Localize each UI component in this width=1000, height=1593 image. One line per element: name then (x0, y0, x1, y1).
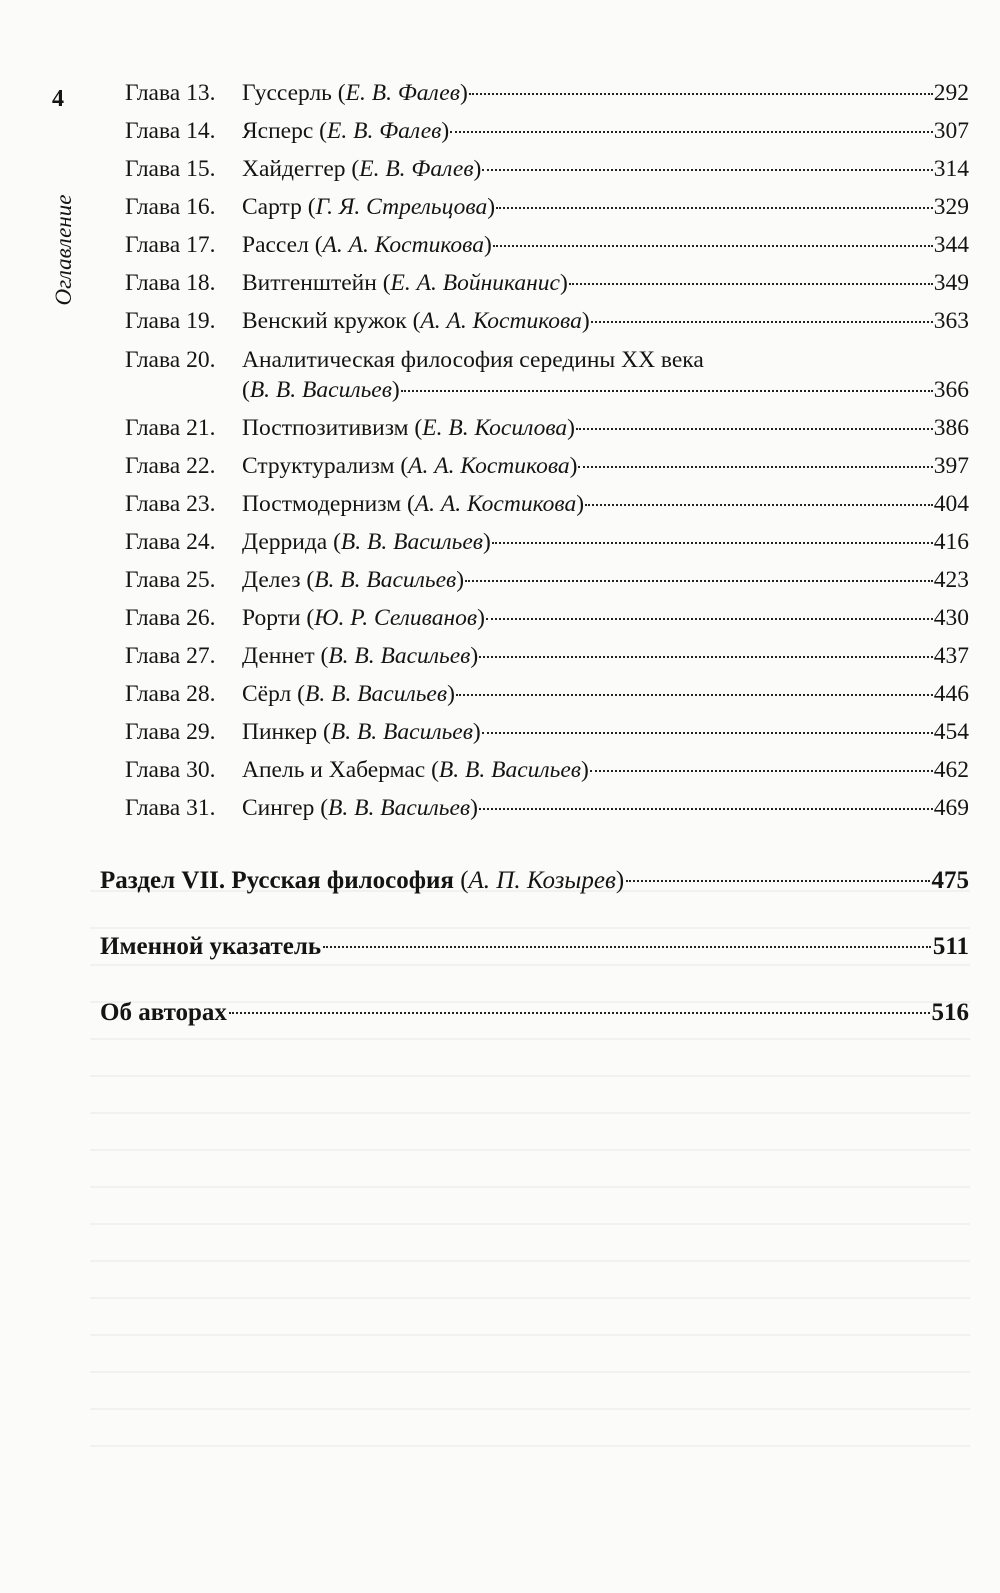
dot-leader (493, 245, 933, 247)
page-ref: 454 (933, 719, 969, 745)
chapter-title: Сартр (Г. Я. Стрельцова) (242, 194, 496, 220)
dot-leader (492, 542, 933, 544)
chapter-title: Сёрл (В. В. Васильев) (242, 681, 455, 707)
toc-section-russian-philosophy[interactable]: Раздел VII. Русская философия (А. П. Козырев) 475 (100, 867, 969, 894)
page-ref: 462 (933, 757, 969, 783)
chapter-author: А. А. Костикова (414, 491, 577, 517)
chapter-number: Глава 19. (125, 308, 216, 334)
toc-section-about-authors[interactable] (100, 998, 969, 1028)
dot-leader (479, 808, 933, 810)
chapter-author-line: (В. В. Васильев) (242, 377, 400, 403)
dot-leader (479, 656, 933, 658)
toc-entry-chapter-28[interactable] (125, 680, 969, 708)
chapter-author: В. В. Васильев (438, 757, 581, 783)
chapter-title: Рорти (Ю. Р. Селиванов) (242, 605, 485, 631)
toc-section-name-index[interactable] (100, 932, 969, 962)
page-ref: 397 (933, 453, 969, 479)
chapter-number: Глава 25. (125, 567, 216, 593)
toc-entry-chapter-25[interactable] (125, 566, 969, 594)
chapter-title: Рассел (А. А. Костикова) (242, 232, 492, 258)
page-number: 4 (52, 86, 64, 112)
section-title: Именной указатель (100, 933, 322, 960)
dot-leader (591, 321, 933, 323)
chapter-author: Е. В. Фалев (327, 118, 442, 144)
chapter-number: Глава 17. (125, 232, 216, 258)
toc-entry-chapter-17[interactable] (125, 231, 969, 259)
chapter-title: Постпозитивизм (Е. В. Косилова) (242, 415, 575, 441)
dot-leader (465, 580, 933, 582)
chapter-number: Глава 31. (125, 795, 216, 821)
chapter-number: Глава 27. (125, 643, 216, 669)
chapter-author: В. В. Васильев (340, 529, 483, 555)
chapter-number: Глава 21. (125, 415, 216, 441)
page-ref: 329 (933, 194, 969, 220)
chapter-author: В. В. Васильев (330, 719, 473, 745)
chapter-title: Деррида (В. В. Васильев) (242, 529, 491, 555)
page-ref: 363 (933, 308, 969, 334)
dot-leader (496, 207, 933, 209)
dot-leader (482, 732, 933, 734)
toc-entry-chapter-20-line1[interactable] (125, 346, 969, 374)
toc-entry-chapter-16[interactable] (125, 193, 969, 221)
chapter-author: А. А. Костикова (408, 453, 570, 479)
chapter-title: Венский кружок (А. А. Костикова) (242, 308, 590, 334)
toc-entry-chapter-26[interactable] (125, 604, 969, 632)
toc-entry-chapter-22[interactable] (125, 452, 969, 480)
dot-leader (626, 880, 929, 882)
dot-leader (469, 93, 933, 95)
chapter-number: Глава 23. (125, 491, 216, 517)
chapter-number: Глава 22. (125, 453, 216, 479)
toc-entry-chapter-19[interactable] (125, 307, 969, 335)
page-ref: 475 (931, 867, 969, 894)
chapter-number: Глава 24. (125, 529, 216, 555)
dot-leader (569, 283, 933, 285)
chapter-title: Делез (В. В. Васильев) (242, 567, 465, 593)
chapter-number: Глава 13. (125, 80, 216, 106)
chapter-title: Постмодернизм (А. А. Костикова) (242, 491, 585, 517)
toc-entry-chapter-18[interactable] (125, 269, 969, 297)
dot-leader (323, 946, 931, 948)
page-ref: 292 (933, 80, 969, 106)
toc-entry-chapter-24[interactable] (125, 528, 969, 556)
chapter-author: Ю. Р. Селиванов (314, 605, 478, 631)
toc-entry-chapter-30[interactable] (125, 756, 969, 784)
page-ref: 314 (933, 156, 969, 182)
page-ref: 416 (933, 529, 969, 555)
page-ref: 344 (933, 232, 969, 258)
page-ref: 366 (933, 377, 969, 403)
chapter-author: В. В. Васильев (249, 377, 392, 403)
toc-entry-chapter-13[interactable] (125, 79, 969, 107)
page-ref: 437 (933, 643, 969, 669)
page-ref: 446 (933, 681, 969, 707)
page-ref: 307 (933, 118, 969, 144)
toc-entry-chapter-20-line2[interactable] (125, 376, 969, 404)
chapter-author: В. В. Васильев (314, 567, 457, 593)
chapter-author: А. А. Костикова (322, 232, 484, 258)
chapter-title: Аналитическая философия середины XX века (242, 347, 704, 373)
page-ref: 423 (933, 567, 969, 593)
chapter-number: Глава 16. (125, 194, 216, 220)
chapter-author: В. В. Васильев (328, 643, 471, 669)
chapter-number: Глава 26. (125, 605, 216, 631)
chapter-number: Глава 18. (125, 270, 216, 296)
dot-leader (585, 504, 933, 506)
section-author: А. П. Козырев (468, 867, 616, 894)
dot-leader (482, 169, 932, 171)
chapter-number: Глава 15. (125, 156, 216, 182)
chapter-author: В. В. Васильев (328, 795, 471, 821)
dot-leader (450, 131, 933, 133)
chapter-number: Глава 28. (125, 681, 216, 707)
chapter-title: Пинкер (В. В. Васильев) (242, 719, 481, 745)
dot-leader (456, 694, 933, 696)
chapter-title: Гуссерль (Е. В. Фалев) (242, 80, 468, 106)
running-head: Оглавление (51, 194, 76, 306)
dot-leader (401, 390, 933, 392)
page-ref: 516 (931, 999, 969, 1026)
chapter-number: Глава 30. (125, 757, 216, 783)
chapter-author: А. А. Костикова (420, 308, 582, 334)
toc-entry-chapter-31[interactable] (125, 794, 969, 822)
toc-entry-chapter-23[interactable] (125, 490, 969, 518)
section-title: Об авторах (100, 999, 227, 1026)
chapter-title: Апель и Хабермас (В. В. Васильев) (242, 757, 589, 783)
page-ref: 469 (933, 795, 969, 821)
chapter-number: Глава 20. (125, 347, 216, 373)
page-ref: 430 (933, 605, 969, 631)
toc-entry-chapter-14[interactable] (125, 117, 969, 145)
dot-leader (576, 428, 933, 430)
chapter-author: Е. В. Косилова (422, 415, 568, 441)
page-ref: 349 (933, 270, 969, 296)
chapter-author: В. В. Васильев (304, 681, 448, 707)
chapter-number: Глава 29. (125, 719, 216, 745)
dot-leader (590, 770, 933, 772)
toc-entry-chapter-15[interactable] (125, 155, 969, 183)
chapter-author: Е. В. Фалев (359, 156, 474, 182)
page-ref: 386 (933, 415, 969, 441)
chapter-title: Сингер (В. В. Васильев) (242, 795, 478, 821)
dot-leader (229, 1012, 930, 1014)
chapter-author: Г. Я. Стрельцова (315, 194, 488, 220)
dot-leader (578, 466, 932, 468)
chapter-title: Витгенштейн (Е. А. Войниканис) (242, 270, 568, 296)
chapter-title: Хайдеггер (Е. В. Фалев) (242, 156, 482, 182)
toc-entry-chapter-29[interactable] (125, 718, 969, 746)
chapter-author: Е. А. Войниканис (390, 270, 560, 296)
chapter-author: Е. В. Фалев (345, 80, 460, 106)
chapter-title: Структурализм (А. А. Костикова) (242, 453, 578, 479)
page-ref: 511 (932, 933, 969, 960)
toc-entry-chapter-27[interactable] (125, 642, 969, 670)
page-ref: 404 (933, 491, 969, 517)
chapter-title: Деннет (В. В. Васильев) (242, 643, 479, 669)
dot-leader (486, 618, 933, 620)
chapter-number: Глава 14. (125, 118, 216, 144)
section-title: Раздел VII. Русская философия (100, 867, 454, 894)
chapter-title: Ясперс (Е. В. Фалев) (242, 118, 450, 144)
toc-entry-chapter-21[interactable] (125, 414, 969, 442)
